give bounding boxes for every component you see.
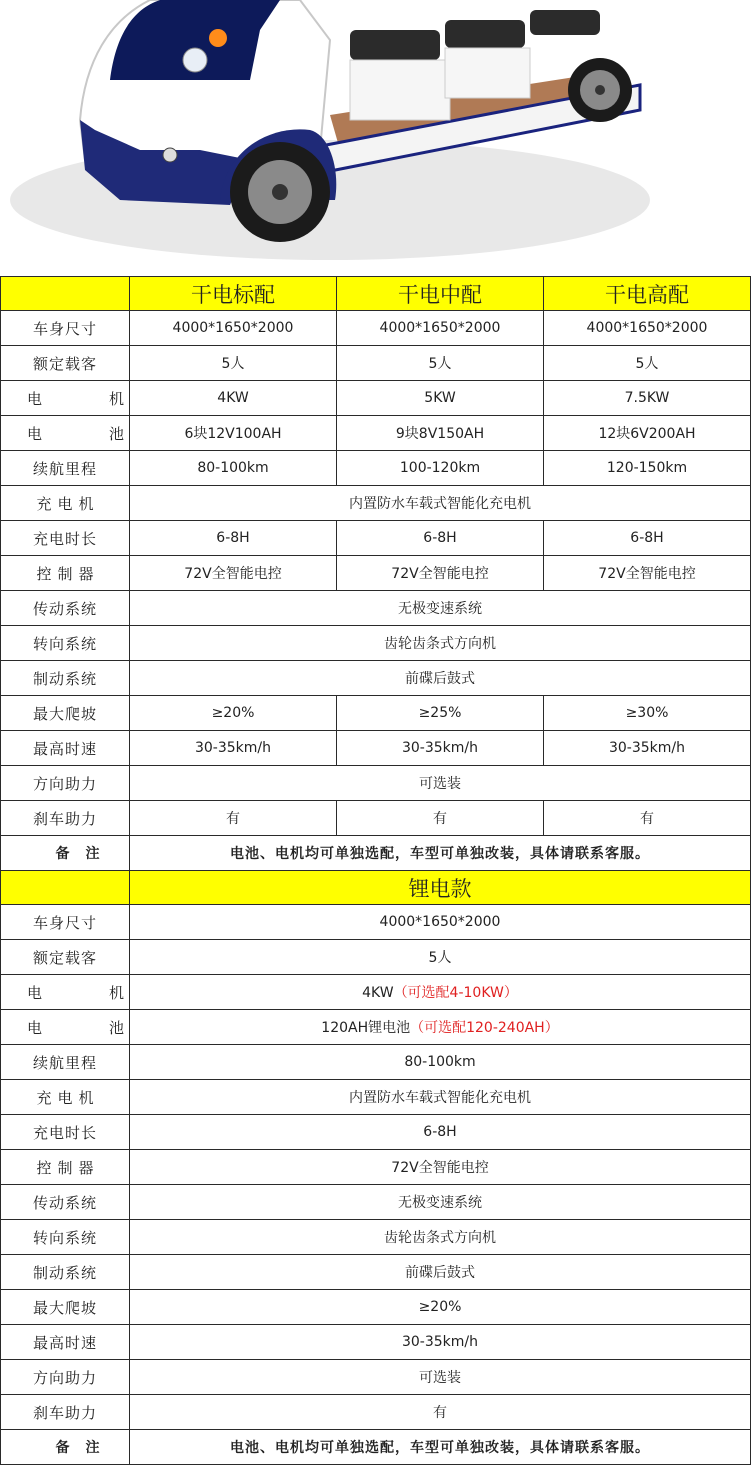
spec-row xyxy=(1,451,751,486)
row-label: 刹车助力 xyxy=(1,1395,130,1430)
spec-value-cell xyxy=(130,905,751,940)
spec-table xyxy=(0,276,751,1465)
note-row xyxy=(1,1430,751,1465)
spec-value: 4000*1650*2000 xyxy=(544,311,751,346)
spec-value: 80-100km xyxy=(130,451,337,486)
spec-row xyxy=(1,801,751,836)
row-label: 电 池 xyxy=(1,1010,130,1045)
spec-row xyxy=(1,1150,751,1185)
merged-value: 可选装 xyxy=(130,766,751,801)
spec-value: 6-8H xyxy=(423,1124,457,1140)
spec-value: 5人 xyxy=(337,346,544,381)
row-label: 制动系统 xyxy=(1,661,130,696)
row-label: 制动系统 xyxy=(1,1255,130,1290)
spec-value: 120-150km xyxy=(544,451,751,486)
note-label: 备 注 xyxy=(1,836,130,871)
spec-table-container xyxy=(0,276,750,1465)
spec-value: ≥20% xyxy=(130,696,337,731)
spec-value: 4KW xyxy=(362,985,394,1001)
spec-row xyxy=(1,905,751,940)
spec-value-cell xyxy=(130,1395,751,1430)
spec-value-cell xyxy=(130,1360,751,1395)
spec-row xyxy=(1,1080,751,1115)
note-text: 电池、电机均可单独选配，车型可单独改装，具体请联系客服。 xyxy=(130,1430,751,1465)
row-label: 最高时速 xyxy=(1,731,130,766)
row-label: 充电机 xyxy=(1,486,130,521)
row-label: 续航里程 xyxy=(1,1045,130,1080)
section2-header-row xyxy=(1,871,751,905)
spec-value: 6-8H xyxy=(130,521,337,556)
spec-value-cell xyxy=(130,1255,751,1290)
spec-row xyxy=(1,1185,751,1220)
spec-value: 100-120km xyxy=(337,451,544,486)
row-label: 转向系统 xyxy=(1,626,130,661)
spec-value: 30-35km/h xyxy=(337,731,544,766)
spec-row xyxy=(1,591,751,626)
row-label: 电 池 xyxy=(1,416,130,451)
spec-row xyxy=(1,1290,751,1325)
spec-value: 5人 xyxy=(428,950,452,966)
row-label: 电 机 xyxy=(1,381,130,416)
spec-row xyxy=(1,381,751,416)
spec-value: 前碟后鼓式 xyxy=(405,1265,475,1281)
spec-value: 120AH锂电池 xyxy=(321,1020,411,1036)
spec-value: 4000*1650*2000 xyxy=(379,914,501,930)
spec-value: 4000*1650*2000 xyxy=(337,311,544,346)
spec-row xyxy=(1,766,751,801)
spec-value-cell xyxy=(130,1185,751,1220)
spec-value: 5KW xyxy=(337,381,544,416)
spec-row xyxy=(1,1045,751,1080)
spec-value: 9块8V150AH xyxy=(337,416,544,451)
optional-upgrade-note: （可选配4-10KW） xyxy=(393,985,518,1001)
row-label: 控制器 xyxy=(1,1150,130,1185)
optional-upgrade-note: （可选配120-240AH） xyxy=(410,1020,559,1036)
row-label: 最大爬坡 xyxy=(1,696,130,731)
row-label: 车身尺寸 xyxy=(1,905,130,940)
row-label: 转向系统 xyxy=(1,1220,130,1255)
row-label: 最大爬坡 xyxy=(1,1290,130,1325)
spec-value: 5人 xyxy=(544,346,751,381)
spec-value: 有 xyxy=(337,801,544,836)
spec-value: 7.5KW xyxy=(544,381,751,416)
row-label: 传动系统 xyxy=(1,1185,130,1220)
spec-value: 72V全智能电控 xyxy=(337,556,544,591)
spec-value-cell xyxy=(130,975,751,1010)
spec-row xyxy=(1,416,751,451)
spec-value: 72V全智能电控 xyxy=(130,556,337,591)
spec-value: 有 xyxy=(130,801,337,836)
header-corner-cell xyxy=(1,277,130,311)
section-title: 锂电款 xyxy=(130,871,751,905)
spec-row xyxy=(1,975,751,1010)
row-label: 车身尺寸 xyxy=(1,311,130,346)
spec-value: 可选装 xyxy=(419,1370,461,1386)
spec-row xyxy=(1,1325,751,1360)
row-label: 额定载客 xyxy=(1,346,130,381)
spec-row xyxy=(1,696,751,731)
spec-value: 齿轮齿条式方向机 xyxy=(384,1230,496,1246)
spec-row xyxy=(1,311,751,346)
spec-value-cell xyxy=(130,1115,751,1150)
spec-row xyxy=(1,1395,751,1430)
spec-value: 有 xyxy=(544,801,751,836)
row-label: 电 机 xyxy=(1,975,130,1010)
spec-value: 6-8H xyxy=(544,521,751,556)
spec-value: ≥20% xyxy=(418,1299,462,1315)
spec-row xyxy=(1,486,751,521)
merged-value: 前碟后鼓式 xyxy=(130,661,751,696)
spec-row xyxy=(1,940,751,975)
spec-row xyxy=(1,1220,751,1255)
electric-patrol-car-image xyxy=(0,0,750,276)
spec-value: 4000*1650*2000 xyxy=(130,311,337,346)
spec-row xyxy=(1,1255,751,1290)
note-row xyxy=(1,836,751,871)
spec-value: ≥25% xyxy=(337,696,544,731)
spec-value: 6-8H xyxy=(337,521,544,556)
row-label: 传动系统 xyxy=(1,591,130,626)
column-header: 干电标配 xyxy=(130,277,337,311)
row-label: 额定载客 xyxy=(1,940,130,975)
row-label: 方向助力 xyxy=(1,1360,130,1395)
spec-value-cell xyxy=(130,1080,751,1115)
row-label: 控制器 xyxy=(1,556,130,591)
row-label: 充电时长 xyxy=(1,521,130,556)
section1-header-row xyxy=(1,277,751,311)
spec-value: 80-100km xyxy=(404,1054,476,1070)
merged-value: 齿轮齿条式方向机 xyxy=(130,626,751,661)
product-photo xyxy=(0,0,750,276)
spec-value: 30-35km/h xyxy=(544,731,751,766)
spec-value-cell xyxy=(130,1220,751,1255)
merged-value: 内置防水车载式智能化充电机 xyxy=(130,486,751,521)
header-corner-cell xyxy=(1,871,130,905)
spec-value: 72V全智能电控 xyxy=(544,556,751,591)
spec-value: 内置防水车载式智能化充电机 xyxy=(349,1090,531,1106)
note-text: 电池、电机均可单独选配，车型可单独改装，具体请联系客服。 xyxy=(130,836,751,871)
column-header: 干电高配 xyxy=(544,277,751,311)
spec-value: 有 xyxy=(433,1405,447,1421)
spec-value: 4KW xyxy=(130,381,337,416)
spec-row xyxy=(1,1115,751,1150)
row-label: 方向助力 xyxy=(1,766,130,801)
spec-row xyxy=(1,731,751,766)
spec-value: 30-35km/h xyxy=(401,1334,478,1350)
spec-row xyxy=(1,626,751,661)
spec-value: 6块12V100AH xyxy=(130,416,337,451)
spec-row xyxy=(1,556,751,591)
spec-value-cell xyxy=(130,1325,751,1360)
row-label: 充电时长 xyxy=(1,1115,130,1150)
spec-row xyxy=(1,346,751,381)
spec-value-cell xyxy=(130,1150,751,1185)
spec-value: 72V全智能电控 xyxy=(391,1160,489,1176)
row-label: 刹车助力 xyxy=(1,801,130,836)
spec-value: ≥30% xyxy=(544,696,751,731)
row-label: 最高时速 xyxy=(1,1325,130,1360)
merged-value: 无极变速系统 xyxy=(130,591,751,626)
spec-value: 30-35km/h xyxy=(130,731,337,766)
spec-value: 无极变速系统 xyxy=(398,1195,482,1211)
spec-row xyxy=(1,1010,751,1045)
spec-value-cell xyxy=(130,1045,751,1080)
spec-value-cell xyxy=(130,1290,751,1325)
spec-value: 12块6V200AH xyxy=(544,416,751,451)
spec-row xyxy=(1,661,751,696)
spec-value: 5人 xyxy=(130,346,337,381)
spec-row xyxy=(1,1360,751,1395)
spec-value-cell xyxy=(130,940,751,975)
row-label: 充电机 xyxy=(1,1080,130,1115)
spec-row xyxy=(1,521,751,556)
spec-value-cell xyxy=(130,1010,751,1045)
row-label: 续航里程 xyxy=(1,451,130,486)
column-header: 干电中配 xyxy=(337,277,544,311)
note-label: 备 注 xyxy=(1,1430,130,1465)
